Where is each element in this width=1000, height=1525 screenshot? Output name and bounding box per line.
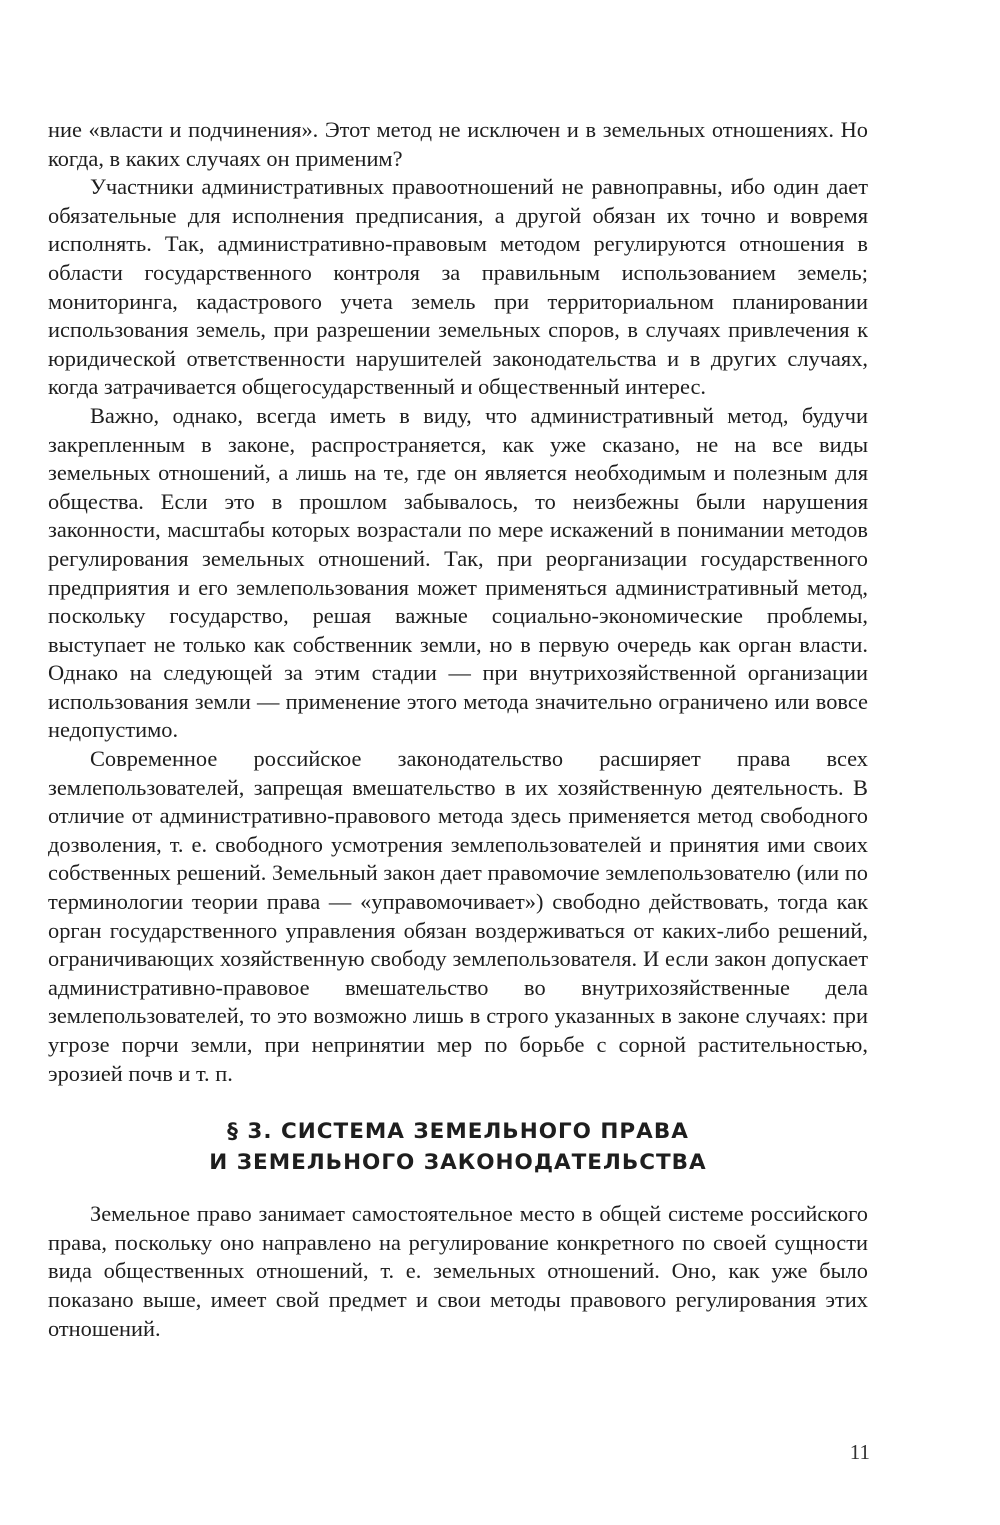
page-body (48, 116, 868, 1343)
paragraph-administrative-method: Важно, однако, всегда иметь в виду, что административный метод, будучи закрепленным в законе, распространяется, как уже сказано, не на все виды земельных отношений, а лишь на те, где он является необходимым и полезным для общества. Если это в прошлом забывалось, то неизбежны были нарушения законности, масштабы которых возрастали по мере искажений в понимании методов регулирования земельных отношений. Так, при реорганизации государственного предприятия и его землепользования может применяться административный метод, поскольку государство, решая важные социально-экономические проблемы, выступает не только как собственник земли, но в первую очередь как орган власти. Однако на следующей за этим стадии — при внутрихозяйственной организации использования земли — применение этого метода значительно ограничено или вовсе недопустимо. (48, 402, 868, 743)
section-heading (48, 1116, 868, 1178)
page-number: 11 (849, 1440, 870, 1464)
paragraph-continuation: ние «власти и подчинения». Этот метод не исключен и в земельных отношениях. Но когда, в каких случаях он применим? (48, 117, 868, 171)
section-heading-line-2: И ЗЕМЕЛЬНОГО ЗАКОНОДАТЕЛЬСТВА (209, 1150, 707, 1176)
paragraph-administrative-relations: Участники административных правоотношений не равноправны, ибо один дает обязательные для исполнения предписания, а другой обязан их точно и вовремя исполнять. Так, административно-правовым методом регулируются отношения в области государственного контроля за правильным использованием земель; мониторинга, кадастрового учета земель при территориальном планировании использования земель, при разрешении земельных споров, в случаях привлечения к юридической ответственности нарушителей законодательства и в других случаях, когда затрачивается общегосударственный и общественный интерес. (48, 174, 868, 400)
paragraph-land-law-system: Земельное право занимает самостоятельное место в общей системе российского права, поскольку оно направлено на регулирование конкретного по своей сущности вида общественных отношений, т. е. земельных отношений. Оно, как уже было показано выше, имеет свой предмет и свои методы правового регулирования этих отношений. (48, 1201, 868, 1341)
paragraph-modern-legislation: Современное российское законодательство расширяет права всех землепользователей, запрещая вмешательство в их хозяйственную деятельность. В отличие от административно-правового метода здесь применяется метод свободного дозволения, т. е. свободного усмотрения землепользователей и принятия ими своих собственных решений. Земельный закон дает правомочие землепользователю (или по терминологии теории права — «управомочивает») свободно действовать, тогда как орган государственного управления обязан воздерживаться от каких-либо решений, ограничивающих хозяйственную свободу землепользователя. И если закон допускает административно-правовое вмешательство во внутрихозяйственные дела землепользователей, то это возможно лишь в строго указанных в законе случаях: при угрозе порчи земли, при непринятии мер по борьбе с сорной растительностью, эрозией почв и т. п. (48, 746, 868, 1086)
section-heading-line-1: § 3. СИСТЕМА ЗЕМЕЛЬНОГО ПРАВА (227, 1119, 689, 1145)
